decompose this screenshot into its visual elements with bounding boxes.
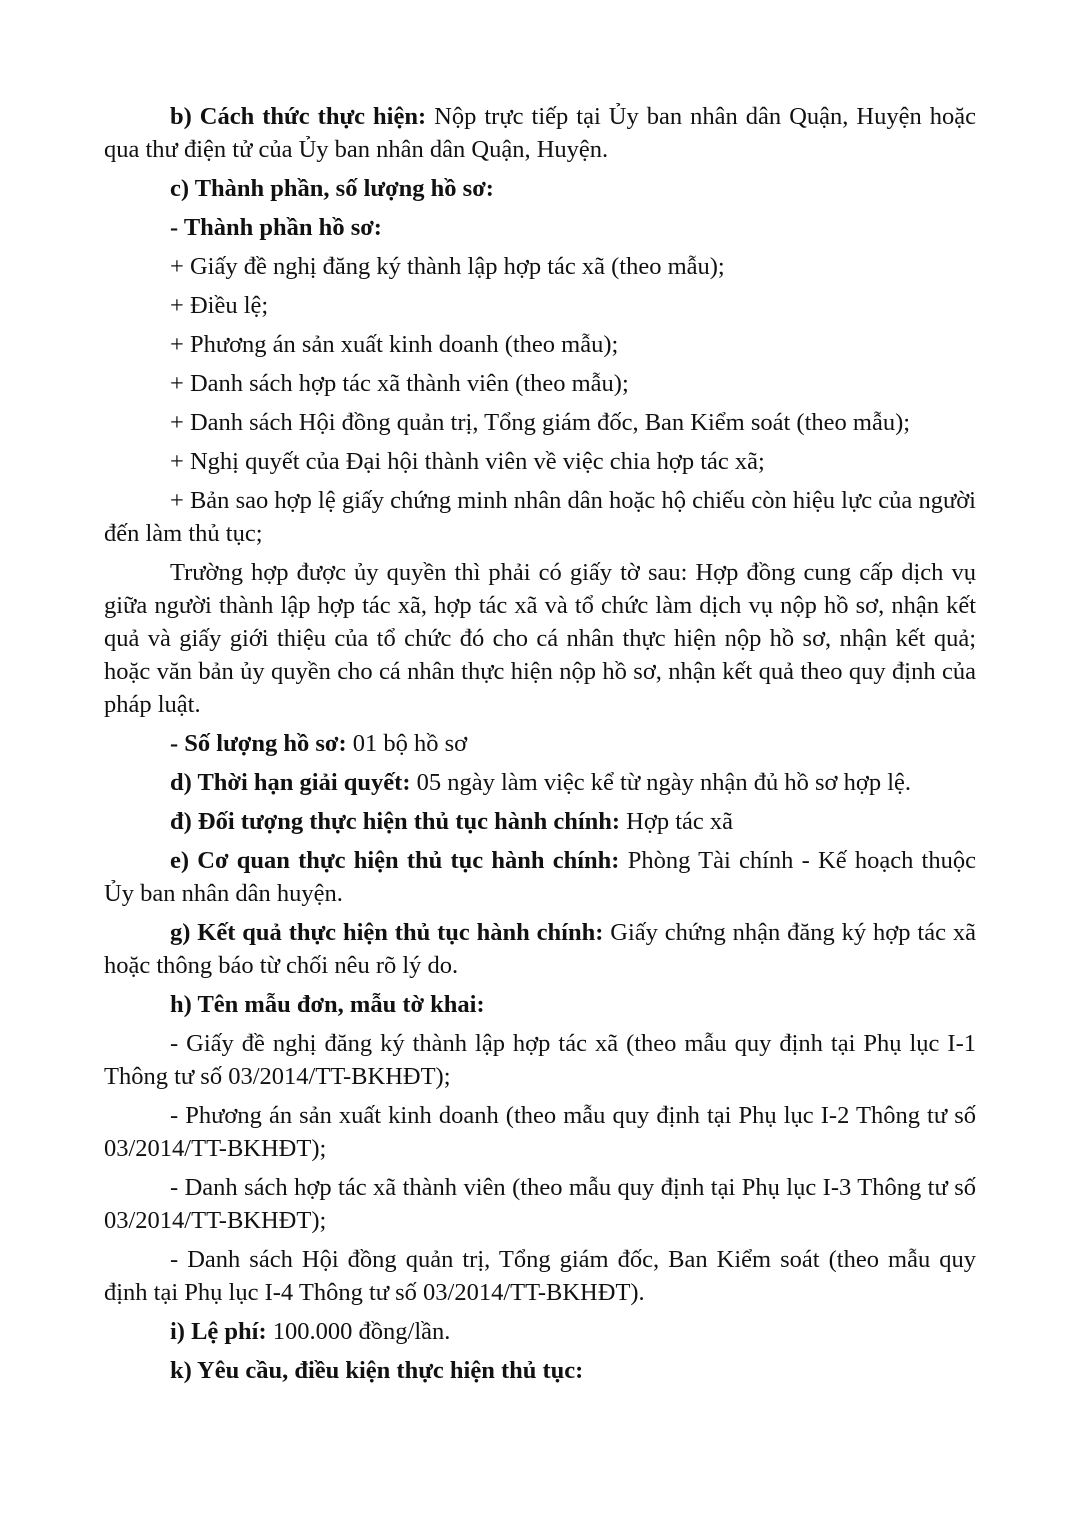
section-dd-paragraph	[104, 805, 976, 838]
form-list-item	[104, 1099, 976, 1165]
list-item-text: - Danh sách hợp tác xã thành viên (theo mẫu quy định tại Phụ lục I-3 Thông tư số 03/2014/TT-BKHĐT);	[104, 1174, 976, 1234]
list-item-text: + Danh sách Hội đồng quản trị, Tổng giám đốc, Ban Kiểm soát (theo mẫu);	[170, 409, 911, 436]
section-text: 05 ngày làm việc kể từ ngày nhận đủ hồ sơ hợp lệ.	[410, 769, 912, 796]
list-item-text: + Nghị quyết của Đại hội thành viên về việc chia hợp tác xã;	[170, 448, 765, 475]
section-label: b) Cách thức thực hiện:	[170, 103, 427, 130]
section-label: c) Thành phần, số lượng hồ sơ:	[170, 175, 494, 202]
subsection-quantity	[104, 727, 976, 760]
section-k-heading	[104, 1354, 976, 1387]
section-text: Giấy chứng nhận đăng ký hợp tác xã hoặc thông báo từ chối nêu rõ lý do.	[104, 919, 976, 979]
list-item-text: + Phương án sản xuất kinh doanh (theo mẫu);	[170, 331, 619, 358]
section-label: - Số lượng hồ sơ:	[170, 730, 347, 757]
paragraph-text: Trường hợp được ủy quyền thì phải có giấy tờ sau: Hợp đồng cung cấp dịch vụ giữa người thành lập hợp tác xã, hợp tác xã và tổ chức làm dịch vụ nộp hồ sơ, nhận kết quả và giấy giới thiệu của tổ chức đó cho cá nhân thực hiện nộp hồ sơ, nhận kết quả; hoặc văn bản ủy quyền cho cá nhân thực hiện nộp hồ sơ, nhận kết quả theo quy định của pháp luật.	[104, 559, 976, 718]
section-label: - Thành phần hồ sơ:	[170, 214, 382, 241]
section-text: Hợp tác xã	[620, 808, 734, 835]
section-label: i) Lệ phí:	[170, 1318, 267, 1345]
list-item	[104, 250, 976, 283]
authorization-paragraph	[104, 556, 976, 721]
section-label: d) Thời hạn giải quyết:	[170, 769, 411, 796]
list-item	[104, 367, 976, 400]
list-item-text: - Giấy đề nghị đăng ký thành lập hợp tác xã (theo mẫu quy định tại Phụ lục I-1 Thông tư số 03/2014/TT-BKHĐT);	[104, 1030, 976, 1090]
list-item-text: + Điều lệ;	[170, 292, 269, 319]
section-i-paragraph	[104, 1315, 976, 1348]
section-g-paragraph	[104, 916, 976, 982]
section-text: 01 bộ hồ sơ	[346, 730, 468, 757]
list-item	[104, 484, 976, 550]
list-item	[104, 328, 976, 361]
section-h-heading	[104, 988, 976, 1021]
list-item-text: + Bản sao hợp lệ giấy chứng minh nhân dân hoặc hộ chiếu còn hiệu lực của người đến làm thủ tục;	[104, 487, 976, 547]
form-list-item	[104, 1171, 976, 1237]
section-label: k) Yêu cầu, điều kiện thực hiện thủ tục:	[170, 1357, 584, 1384]
form-list-item	[104, 1243, 976, 1309]
section-text: Nộp trực tiếp tại Ủy ban nhân dân Quận, Huyện hoặc qua thư điện tử của Ủy ban nhân dân Quận, Huyện.	[104, 103, 976, 163]
list-item-text: + Danh sách hợp tác xã thành viên (theo mẫu);	[170, 370, 629, 397]
section-label: h) Tên mẫu đơn, mẫu tờ khai:	[170, 991, 485, 1018]
document-page	[104, 100, 976, 1393]
section-label: e) Cơ quan thực hiện thủ tục hành chính:	[170, 847, 620, 874]
list-item	[104, 406, 976, 439]
subsection-components-heading	[104, 211, 976, 244]
list-item	[104, 289, 976, 322]
section-text: Phòng Tài chính - Kế hoạch thuộc Ủy ban nhân dân huyện.	[104, 847, 976, 907]
section-e-paragraph	[104, 844, 976, 910]
list-item-text: + Giấy đề nghị đăng ký thành lập hợp tác xã (theo mẫu);	[170, 253, 725, 280]
form-list-item	[104, 1027, 976, 1093]
section-c-heading	[104, 172, 976, 205]
section-text: 100.000 đồng/lần.	[266, 1318, 451, 1345]
section-label: g) Kết quả thực hiện thủ tục hành chính:	[170, 919, 604, 946]
list-item	[104, 445, 976, 478]
section-b-paragraph	[104, 100, 976, 166]
list-item-text: - Danh sách Hội đồng quản trị, Tổng giám đốc, Ban Kiểm soát (theo mẫu quy định tại Phụ lục I-4 Thông tư số 03/2014/TT-BKHĐT).	[104, 1246, 976, 1306]
list-item-text: - Phương án sản xuất kinh doanh (theo mẫu quy định tại Phụ lục I-2 Thông tư số 03/2014/TT-BKHĐT);	[104, 1102, 976, 1162]
section-d-paragraph	[104, 766, 976, 799]
section-label: đ) Đối tượng thực hiện thủ tục hành chính:	[170, 808, 621, 835]
